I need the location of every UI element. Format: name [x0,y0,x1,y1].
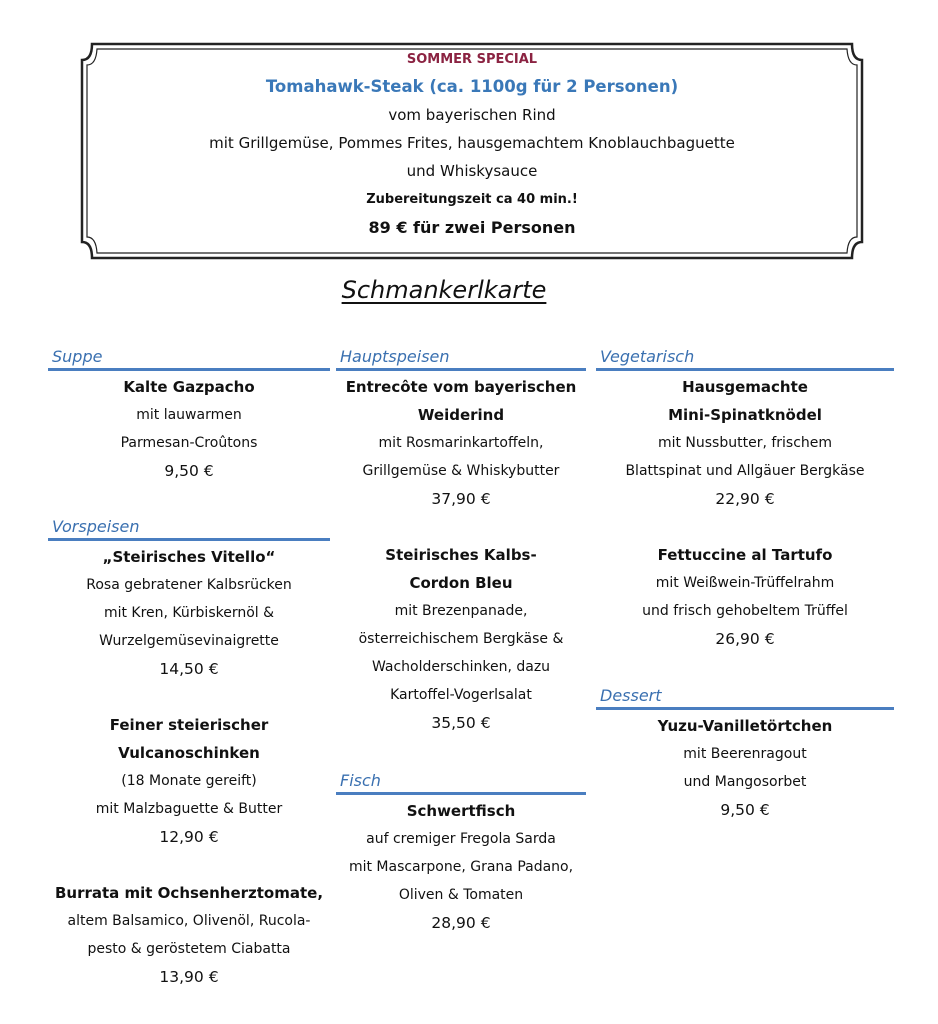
menu-item [596,712,894,824]
dish-name: Cordon Bleu [409,574,513,592]
dish-price: 28,90 € [431,914,491,932]
dish-price: 22,90 € [715,490,775,508]
dish-price: 37,90 € [431,490,491,508]
menu-item [336,541,586,737]
dish-description: Rosa gebratener Kalbsrücken [86,577,292,593]
section-heading: Dessert [596,685,894,710]
dish-description: und Mangosorbet [683,774,807,790]
dish-name: Steirisches Kalbs- [385,546,537,564]
dish-name: Entrecôte vom bayerischen [345,378,577,396]
dish-description: Wacholderschinken, dazu [371,659,551,675]
section-vegetarisch [596,346,894,653]
dish-price: 9,50 € [720,801,770,819]
dish-name: Burrata mit Ochsenherztomate, [54,884,324,902]
section-heading: Hauptspeisen [336,346,586,371]
dish-price: 12,90 € [159,828,219,846]
dish-name: „Steirisches Vitello“ [102,548,276,566]
special-line: vom bayerischen Rind [388,106,556,124]
menu-item [48,879,330,991]
section-heading: Suppe [48,346,330,371]
dish-description: Grillgemüse & Whiskybutter [362,463,560,479]
special-title: Tomahawk-Steak (ca. 1100g für 2 Personen) [265,77,679,96]
dish-description: und frisch gehobeltem Trüffel [642,603,848,619]
dish-name: Weiderind [417,406,505,424]
dish-description: mit Nussbutter, frischem [657,435,833,451]
menu-item [596,541,894,653]
dish-price: 13,90 € [159,968,219,986]
dish-description: österreichischem Bergkäse & [358,631,564,647]
dish-description: mit Malzbaguette & Butter [95,801,283,817]
dish-name: Mini-Spinatknödel [668,406,822,424]
dish-name: Vulcanoschinken [118,744,260,762]
menu-item [596,373,894,513]
section-dessert [596,685,894,824]
menu-item [336,797,586,937]
special-line: und Whiskysauce [406,162,538,180]
dish-price: 9,50 € [164,462,214,480]
section-suppe [48,346,330,485]
dish-name: Schwertfisch [406,802,516,820]
section-hauptspeisen [336,346,586,737]
dish-description: altem Balsamico, Olivenöl, Rucola- [67,913,311,929]
page-title: Schmankerlkarte [341,276,547,304]
menu-item [48,711,330,851]
dish-description: Wurzelgemüsevinaigrette [99,633,279,649]
dish-description: mit lauwarmen [136,407,242,423]
dish-description: mit Kren, Kürbiskernöl & [103,605,275,621]
menu-item [336,373,586,513]
dish-description: auf cremiger Fregola Sarda [366,831,556,847]
special-line: mit Grillgemüse, Pommes Frites, hausgemachtem Knoblauchbaguette [209,134,735,152]
menu-item [48,373,330,485]
dish-description: mit Weißwein-Trüffelrahm [655,575,835,591]
dish-description: mit Beerenragout [683,746,807,762]
dish-price: 14,50 € [159,660,219,678]
section-heading: Fisch [336,770,586,795]
section-heading: Vegetarisch [596,346,894,371]
menu-item [48,543,330,683]
dish-name: Feiner steierischer [109,716,269,734]
dish-name: Yuzu-Vanilletörtchen [657,717,833,735]
dish-description: mit Brezenpanade, [394,603,528,619]
dish-price: 26,90 € [715,630,775,648]
special-label: SOMMER SPECIAL [406,52,538,67]
dish-description: Kartoffel-Vogerlsalat [390,687,532,703]
section-fisch [336,770,586,937]
special-price: 89 € für zwei Personen [368,218,576,237]
dish-description: Oliven & Tomaten [398,887,524,903]
dish-name: Kalte Gazpacho [123,378,255,396]
dish-name: Hausgemachte [682,378,808,396]
dish-description: Blattspinat und Allgäuer Bergkäse [625,463,865,479]
dish-description: Parmesan-Croûtons [120,435,258,451]
dish-price: 35,50 € [431,714,491,732]
dish-description: (18 Monate gereift) [121,773,257,789]
section-heading: Vorspeisen [48,516,330,541]
dish-description: mit Rosmarinkartoffeln, [378,435,544,451]
special-prep-time: Zubereitungszeit ca 40 min.! [366,192,578,207]
dish-name: Fettuccine al Tartufo [657,546,833,564]
dish-description: pesto & geröstetem Ciabatta [87,941,291,957]
dish-description: mit Mascarpone, Grana Padano, [348,859,574,875]
section-vorspeisen [48,516,330,991]
